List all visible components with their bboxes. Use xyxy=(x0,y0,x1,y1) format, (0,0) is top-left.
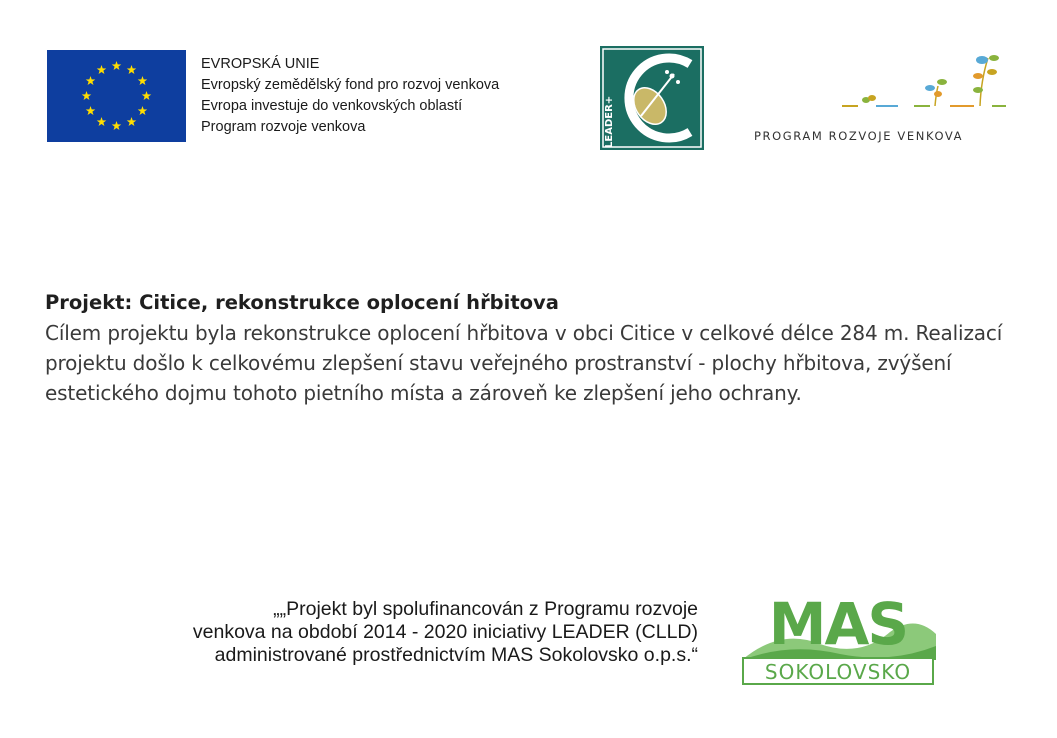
eu-line-1: Evropský zemědělský fond pro rozvoj venkova xyxy=(201,77,500,93)
funding-line-2: venkova na období 2014 - 2020 iniciativy LEADER (CLLD) xyxy=(192,621,698,643)
eu-line-2: Evropa investuje do venkovských oblastí xyxy=(201,98,463,114)
project-title: Projekt: Citice, rekonstrukce oplocení hřbitova xyxy=(45,291,559,314)
eu-heading: EVROPSKÁ UNIE xyxy=(201,56,320,72)
eu-line-3: Program rozvoje venkova xyxy=(201,119,366,135)
eu-text xyxy=(201,54,499,138)
project-description: Cílem projektu byla rekonstrukce oplocení hřbitova v obci Citice v celkové délce 284 m. Realizací projektu došlo k celkovému zlepšení stavu veřejného prostranství - plochy hřbitova, zvýšení estetického dojmu tohoto pietního místa a zároveň ke zlepšení jeho ochrany. xyxy=(45,321,1003,405)
leader-logo xyxy=(600,46,704,150)
funding-line-1: „„Projekt byl spolufinancován z Programu rozvoje xyxy=(273,598,698,620)
mas-big-text: MAS xyxy=(768,590,908,658)
eu-flag-icon xyxy=(47,50,186,142)
funding-line-3: administrované prostřednictvím MAS Sokolovsko o.p.s.“ xyxy=(214,644,698,666)
funding-statement xyxy=(40,598,698,667)
mas-sokolovsko-logo xyxy=(740,588,936,688)
mas-small-text: SOKOLOVSKO xyxy=(764,660,912,684)
leader-vertical-text: LEADER+ xyxy=(604,95,615,148)
program-rozvoje-venkova-caption: PROGRAM ROZVOJE VENKOVA xyxy=(754,129,964,143)
project-section xyxy=(45,288,1025,408)
eu-funding-block xyxy=(47,50,587,146)
